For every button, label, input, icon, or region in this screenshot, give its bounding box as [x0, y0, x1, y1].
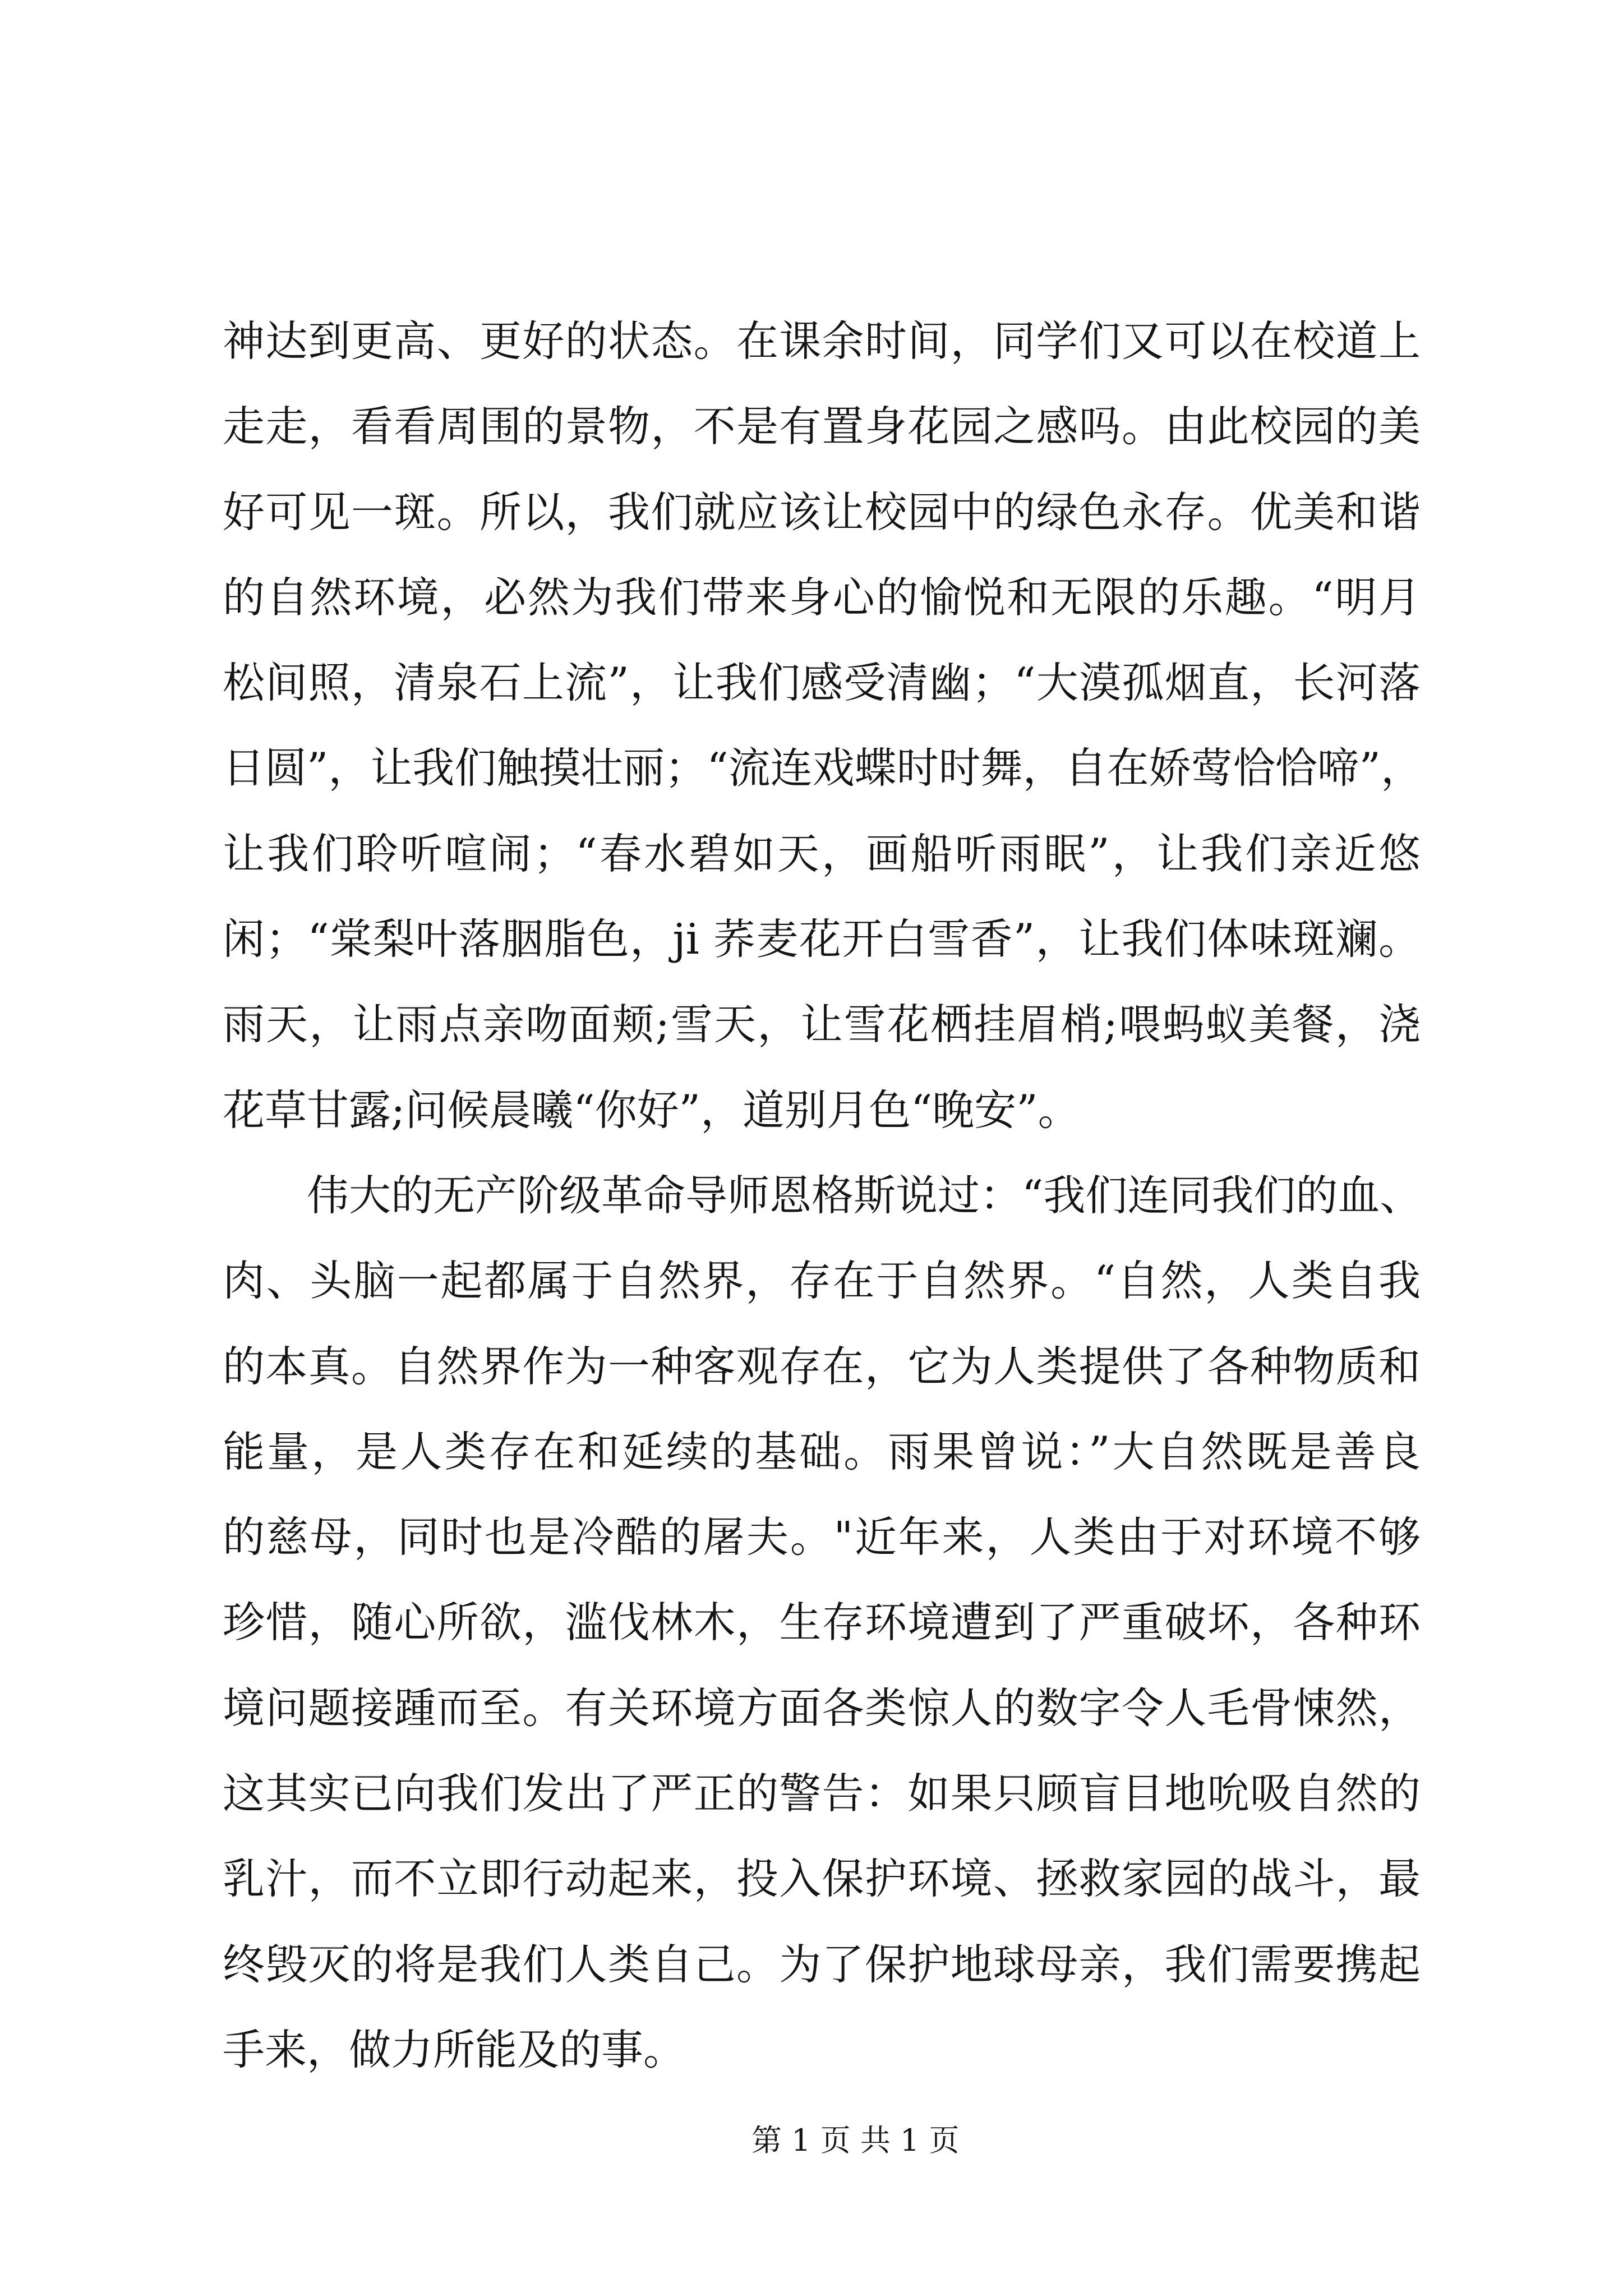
text-line: 手来，做力所能及的事。: [223, 2024, 686, 2074]
text-line: 雨天，让雨点亲吻面颊;雪天，让雪花栖挂眉梢;喂蚂蚁美餐，浇: [223, 1000, 1421, 1050]
text-line: 伟大的无产阶级革命导师恩格斯说过：“我们连同我们的血、: [307, 1170, 1422, 1220]
text-line: 花草甘露;问候晨曦“你好”，道别月色“晚安”。: [223, 1085, 1080, 1135]
text-line: 乳汁，而不立即行动起来，投入保护环境、拯救家园的战斗，最: [223, 1854, 1421, 1904]
text-line: 珍惜，随心所欲，滥伐林木，生存环境遭到了严重破坏，各种环: [223, 1598, 1421, 1648]
text-line: 让我们聆听喧闹；“春水碧如天，画船听雨眠”，让我们亲近悠: [223, 829, 1421, 878]
text-line: 神达到更高、更好的状态。在课余时间，同学们又可以在校道上: [223, 316, 1421, 366]
text-line: 终毁灭的将是我们人类自己。为了保护地球母亲，我们需要携起: [223, 1939, 1421, 1989]
text-line: 的自然环境，必然为我们带来身心的愉悦和无限的乐趣。“明月: [223, 572, 1421, 622]
text-line: 松间照，清泉石上流”，让我们感受清幽；“大漠孤烟直，长河落: [223, 658, 1421, 708]
text-line: 闲；“棠梨叶落胭脂色，ji 荞麦花开白雪香”，让我们体味斑斓。: [223, 914, 1421, 964]
paragraph: [223, 1153, 1421, 2092]
text-line: 境问题接踵而至。有关环境方面各类惊人的数字令人毛骨悚然，: [223, 1683, 1421, 1733]
body-text: [223, 298, 1421, 2092]
text-line: 日圆”，让我们触摸壮丽；“流连戏蝶时时舞，自在娇莺恰恰啼”，: [223, 743, 1423, 793]
text-line: 的慈母，同时也是冷酷的屠夫。"近年来，人类由于对环境不够: [223, 1512, 1421, 1562]
text-line: 肉、头脑一起都属于自然界，存在于自然界。“自然，人类自我: [223, 1256, 1421, 1306]
text-line: 的本真。自然界作为一种客观存在，它为人类提供了各种物质和: [223, 1341, 1421, 1391]
page-number-footer: 第 1 页 共 1 页: [751, 2123, 960, 2158]
text-line: 这其实已向我们发出了严正的警告：如果只顾盲目地吮吸自然的: [223, 1769, 1421, 1819]
text-line: 能量，是人类存在和延续的基础。雨果曾说：”大自然既是善良: [223, 1427, 1421, 1476]
text-line: 走走，看看周围的景物，不是有置身花园之感吗。由此校园的美: [223, 402, 1421, 452]
paragraph: [223, 298, 1421, 1153]
text-line: 好可见一斑。所以，我们就应该让校园中的绿色永存。优美和谐: [223, 487, 1421, 537]
